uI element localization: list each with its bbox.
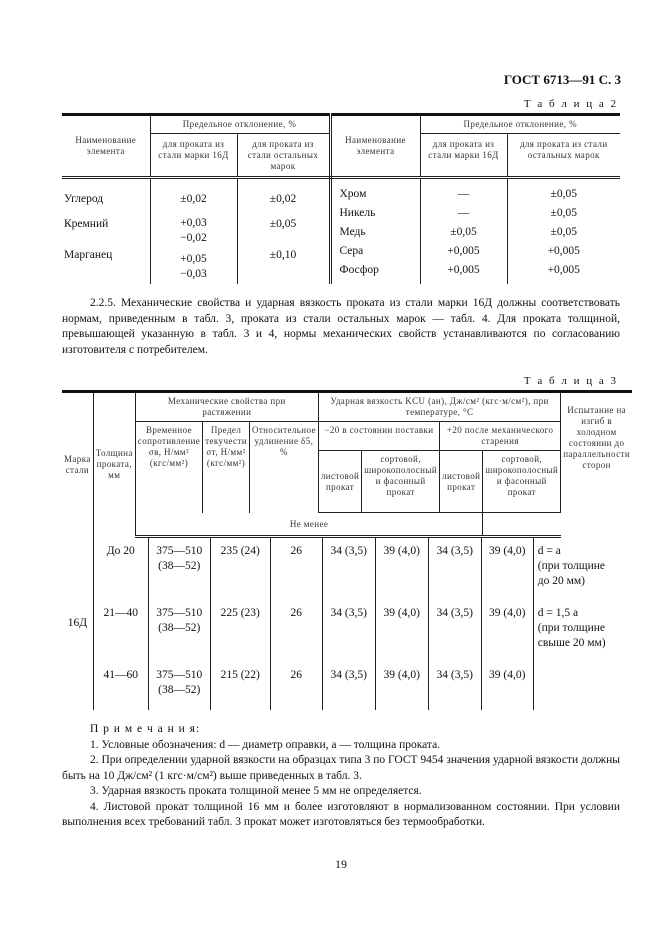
cell-c4: 39 (4,0) <box>481 538 533 600</box>
cell-c2: 39 (4,0) <box>375 600 428 662</box>
grade-value: 16Д <box>67 616 88 629</box>
note-item: 1. Условные обозначения: d — диаметр оправки, a — толщина проката. <box>90 738 441 751</box>
cell-yield: 225 (23) <box>210 600 270 662</box>
table-3 <box>62 390 632 710</box>
table-2 <box>62 113 620 284</box>
element-name: Сера <box>339 245 364 257</box>
paragraph-2-2-5: 2.2.5. Механические свойства и ударная вязкость проката из стали марки 16Д должны соответствовать нормам, приведенным в табл. 3, проката из стали остальных марок — табл. 4. Для проката толщиной, превышающей указанную в табл. 3 и 4, нормы механических свойств устанавливаются по согласованию изготовителя с потребителем. <box>62 297 620 356</box>
col-plus20: +20 после механического старения <box>440 422 561 451</box>
col-name: Наименование элемента <box>62 115 150 178</box>
value: ±0,10 <box>269 249 297 261</box>
cell-tensile: 375—510 (38—52) <box>148 538 210 600</box>
element-name: Хром <box>339 188 367 200</box>
cell-tensile: 375—510 (38—52) <box>148 662 210 710</box>
col-other: для проката из стали остальных марок <box>507 134 620 178</box>
col-section: сортовой, широкополосный и фасонный прокат <box>483 451 561 513</box>
table3-caption: Т а б л и ц а 3 <box>523 375 618 387</box>
value: — <box>457 207 470 219</box>
page-body <box>62 97 631 871</box>
cell-c4: 39 (4,0) <box>481 662 533 710</box>
col-name: Наименование элемента <box>330 115 420 178</box>
col-yield: Предел текучести σт, Н/мм² (кгс/мм²) <box>203 422 250 513</box>
page-header: ГОСТ 6713—91 С. 3 <box>503 72 621 87</box>
cell-c3: 34 (3,5) <box>428 662 481 710</box>
element-name: Марганец <box>64 249 113 261</box>
cell-elong: 26 <box>270 538 322 600</box>
not-less-than: Не менее <box>135 513 483 537</box>
col-bend: Испытание на изгиб в холодном состоянии до параллельности сторон <box>561 392 632 513</box>
value: ±0,02 <box>269 193 297 205</box>
value: — <box>457 188 470 200</box>
cell-thick: 41—60 <box>103 669 138 681</box>
note-item: 2. При определении ударной вязкости на образцах типа 3 по ГОСТ 9454 значения ударной вязкости должны быть на 10 Дж/см² (1 кгс·м/см²) выше приведенных в табл. 3. <box>62 754 620 782</box>
col-other: для проката из стали остальных марок <box>237 134 330 178</box>
cell-thick: До 20 <box>106 545 135 557</box>
value: +0,005 <box>547 264 580 276</box>
cell-c1: 34 (3,5) <box>322 600 375 662</box>
value: +0,005 <box>547 245 580 257</box>
col-sheet: листовой прокат <box>440 451 483 513</box>
col-mechanical: Механические свойства при растяжении <box>135 392 318 422</box>
element-name: Медь <box>339 226 366 238</box>
col-thickness: Толщина проката, мм <box>93 392 135 537</box>
cell-elong: 26 <box>270 600 322 662</box>
col-sheet: листовой прокат <box>318 451 361 513</box>
cell-c3: 34 (3,5) <box>428 538 481 600</box>
cell-elong: 26 <box>270 662 322 710</box>
cell-c3: 34 (3,5) <box>428 600 481 662</box>
table2-caption: Т а б л и ц а 2 <box>523 98 618 110</box>
element-name: Никель <box>339 207 376 219</box>
note-item: 4. Листовой прокат толщиной 16 мм и более изготовляют в нормализованном состоянии. При условии выполнения всех требований табл. 3 прокат может изготовляться без термообработки. <box>62 800 620 828</box>
col-section: сортовой, широкополосный и фасонный прокат <box>362 451 440 513</box>
cell-tensile: 375—510 (38—52) <box>148 600 210 662</box>
element-name: Кремний <box>64 218 109 230</box>
notes <box>62 722 620 831</box>
value: +0,05 −0,03 <box>180 253 207 280</box>
page-number: 19 <box>335 856 347 871</box>
col-16d: для проката из стали марки 16Д <box>150 134 237 178</box>
element-name: Углерод <box>64 193 104 205</box>
cell-yield: 215 (22) <box>210 662 270 710</box>
value: +0,03 −0,02 <box>180 217 207 244</box>
cell-c4: 39 (4,0) <box>481 600 533 662</box>
table-row <box>94 538 632 600</box>
cell-c2: 39 (4,0) <box>375 538 428 600</box>
value: ±0,05 <box>550 188 577 200</box>
cell-thick: 21—40 <box>103 607 138 619</box>
cell-c1: 34 (3,5) <box>322 538 375 600</box>
cell-bend: d = a (при толщине до 20 мм) <box>533 538 608 600</box>
value: ±0,05 <box>269 218 297 230</box>
notes-title: П р и м е ч а н и я: <box>90 723 201 735</box>
cell-c1: 34 (3,5) <box>322 662 375 710</box>
value: ±0,05 <box>550 226 577 238</box>
value: +0,005 <box>447 264 480 276</box>
cell-bend: d = 1,5 a (при толщине свыше 20 мм) <box>533 600 608 662</box>
col-grade: Марка стали <box>64 453 91 475</box>
note-item: 3. Ударная вязкость проката толщиной менее 5 мм не определяется. <box>90 785 422 797</box>
col-minus20: −20 в состоянии поставки <box>318 422 439 451</box>
value: ±0,05 <box>450 226 477 238</box>
element-name: Фосфор <box>339 264 379 276</box>
cell-yield: 235 (24) <box>210 538 270 600</box>
value: +0,005 <box>447 245 480 257</box>
col-impact: Ударная вязкость KCU (aн), Дж/см² (кгс·м/см²), при температуре, °С <box>318 392 560 422</box>
cell-bend <box>533 662 608 710</box>
cell-c2: 39 (4,0) <box>375 662 428 710</box>
value: ±0,05 <box>550 207 577 219</box>
col-tensile: Временное сопротивление σв, Н/мм² (кгс/мм²) <box>135 422 202 513</box>
col-dev: Предельное отклонение, % <box>150 115 330 134</box>
table3-body <box>94 538 632 710</box>
table-row <box>94 600 632 662</box>
col-elongation: Относительное удлинение δ5, % <box>249 422 318 513</box>
value: ±0,02 <box>180 193 207 205</box>
col-16d: для проката из стали марки 16Д <box>420 134 507 178</box>
col-dev: Предельное отклонение, % <box>420 115 620 134</box>
table-row <box>94 662 632 710</box>
